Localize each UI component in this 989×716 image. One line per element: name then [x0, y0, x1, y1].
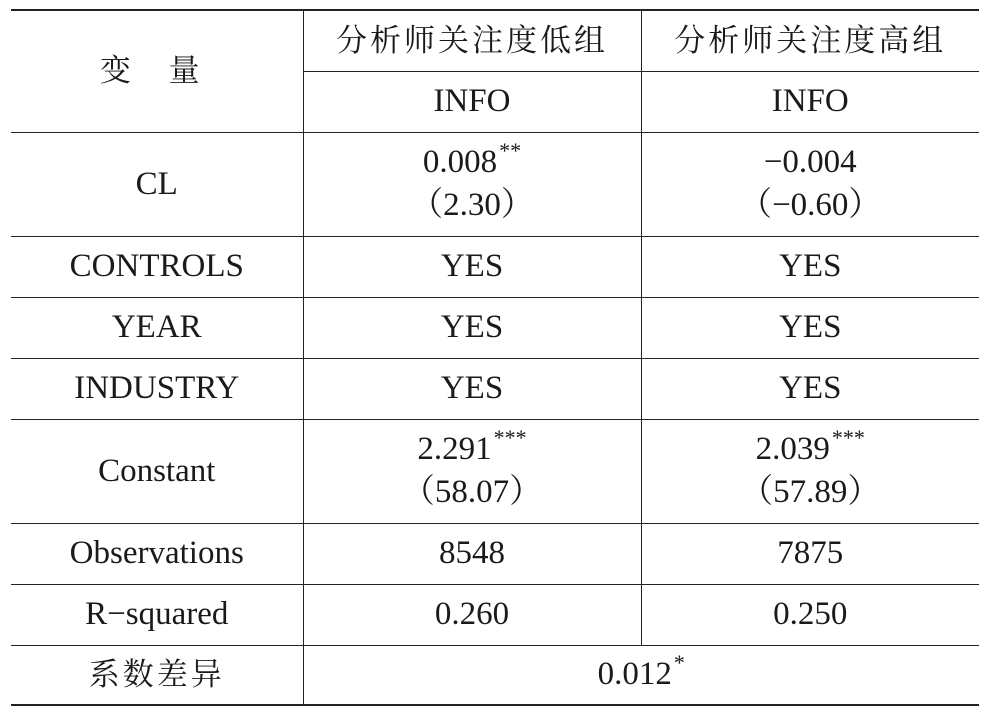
coef-value: −0.004 — [763, 144, 857, 181]
coef-cell-low — [303, 419, 641, 523]
table-row — [11, 132, 979, 236]
row-label: Observations — [11, 523, 303, 584]
dep-var-high-header: INFO — [641, 71, 979, 132]
cell-high: YES — [641, 236, 979, 297]
cell-high: YES — [641, 297, 979, 358]
significance-stars: *** — [493, 425, 527, 451]
coef-value: 2.039 — [755, 431, 830, 468]
variable-header: 变 量 — [11, 10, 303, 132]
row-label: INDUSTRY — [11, 358, 303, 419]
table-row — [11, 584, 979, 645]
cell-high: 7875 — [641, 523, 979, 584]
cell-low: 0.260 — [303, 584, 641, 645]
table-row — [11, 236, 979, 297]
significance-stars: * — [673, 650, 685, 676]
cell-low: 8548 — [303, 523, 641, 584]
row-label: Constant — [11, 419, 303, 523]
table-row — [11, 297, 979, 358]
t-stat: （−0.60） — [739, 187, 882, 223]
cell-high: YES — [641, 358, 979, 419]
significance-stars: *** — [831, 425, 865, 451]
coef-cell-low — [303, 132, 641, 236]
coef-diff-row — [11, 645, 979, 705]
regression-table — [11, 9, 979, 706]
group-low-header: 分析师关注度低组 — [303, 10, 641, 71]
coef-cell-high — [641, 132, 979, 236]
group-high-header: 分析师关注度高组 — [641, 10, 979, 71]
coef-cell-high — [641, 419, 979, 523]
table-row — [11, 358, 979, 419]
dep-var-low-header: INFO — [303, 71, 641, 132]
row-label: CONTROLS — [11, 236, 303, 297]
t-stat: （57.89） — [740, 474, 881, 510]
row-label: YEAR — [11, 297, 303, 358]
diff-value: 0.012 — [597, 656, 672, 693]
t-stat: （2.30） — [410, 187, 534, 223]
coef-value: 0.008 — [422, 144, 498, 181]
cell-high: 0.250 — [641, 584, 979, 645]
significance-stars: ** — [499, 138, 522, 164]
diff-value-cell — [303, 645, 979, 705]
cell-low: YES — [303, 297, 641, 358]
table-row — [11, 523, 979, 584]
row-label: CL — [11, 132, 303, 236]
table-row — [11, 419, 979, 523]
row-label: R−squared — [11, 584, 303, 645]
t-stat: （58.07） — [401, 474, 543, 510]
cell-low: YES — [303, 358, 641, 419]
coef-value: 2.291 — [417, 431, 492, 468]
diff-label: 系数差异 — [11, 645, 303, 705]
cell-low: YES — [303, 236, 641, 297]
